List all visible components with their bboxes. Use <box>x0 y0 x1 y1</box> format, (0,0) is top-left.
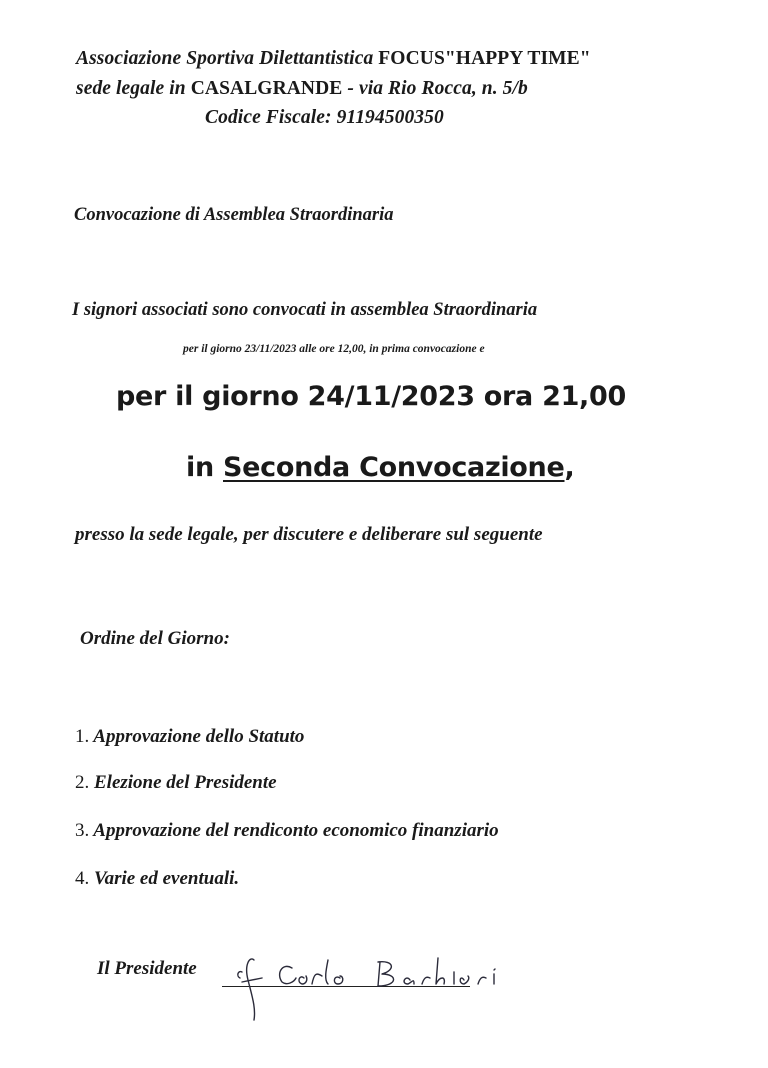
document-title: Convocazione di Assemblea Straordinaria <box>74 205 394 225</box>
header-association-line <box>76 48 591 70</box>
second-call-label: Seconda Convocazione <box>223 452 565 483</box>
agenda-heading: Ordine del Giorno: <box>80 628 230 649</box>
agenda-item <box>75 772 277 794</box>
association-type: Associazione Sportiva Dilettantistica <box>76 48 374 69</box>
signature-label: Il Presidente <box>97 958 197 979</box>
association-name: FOCUS"HAPPY TIME" <box>378 48 591 69</box>
address-street: - via Rio Rocca, n. 5/b <box>347 78 528 99</box>
agenda-item-number: 2. <box>75 772 90 793</box>
agenda-item-number: 3. <box>75 820 90 841</box>
second-call-prefix: in <box>186 452 214 483</box>
first-call-text: per il giorno 23/11/2023 alle ore 12,00, in prima convocazione e <box>183 343 485 355</box>
agenda-item-text: Elezione del Presidente <box>94 772 277 793</box>
second-call-date: per il giorno 24/11/2023 ora 21,00 <box>116 381 626 412</box>
header-address-line <box>76 78 528 100</box>
agenda-item <box>75 868 239 890</box>
agenda-item <box>75 820 499 842</box>
agenda-item <box>75 726 304 748</box>
header-fiscal-code: Codice Fiscale: 91194500350 <box>205 107 444 128</box>
second-call-heading <box>186 452 574 483</box>
location-text: presso la sede legale, per discutere e deliberare sul seguente <box>75 524 543 545</box>
agenda-item-text: Varie ed eventuali. <box>94 868 240 889</box>
agenda-item-number: 1. <box>75 726 90 747</box>
agenda-item-text: Approvazione dello Statuto <box>93 726 305 747</box>
second-call-comma: , <box>564 452 575 483</box>
intro-text: I signori associati sono convocati in assemblea Straordinaria <box>72 300 538 320</box>
president-signature <box>232 950 522 1030</box>
agenda-item-number: 4. <box>75 868 90 889</box>
address-city: CASALGRANDE <box>190 78 343 99</box>
address-prefix: sede legale in <box>76 78 186 99</box>
agenda-item-text: Approvazione del rendiconto economico finanziario <box>93 820 499 841</box>
